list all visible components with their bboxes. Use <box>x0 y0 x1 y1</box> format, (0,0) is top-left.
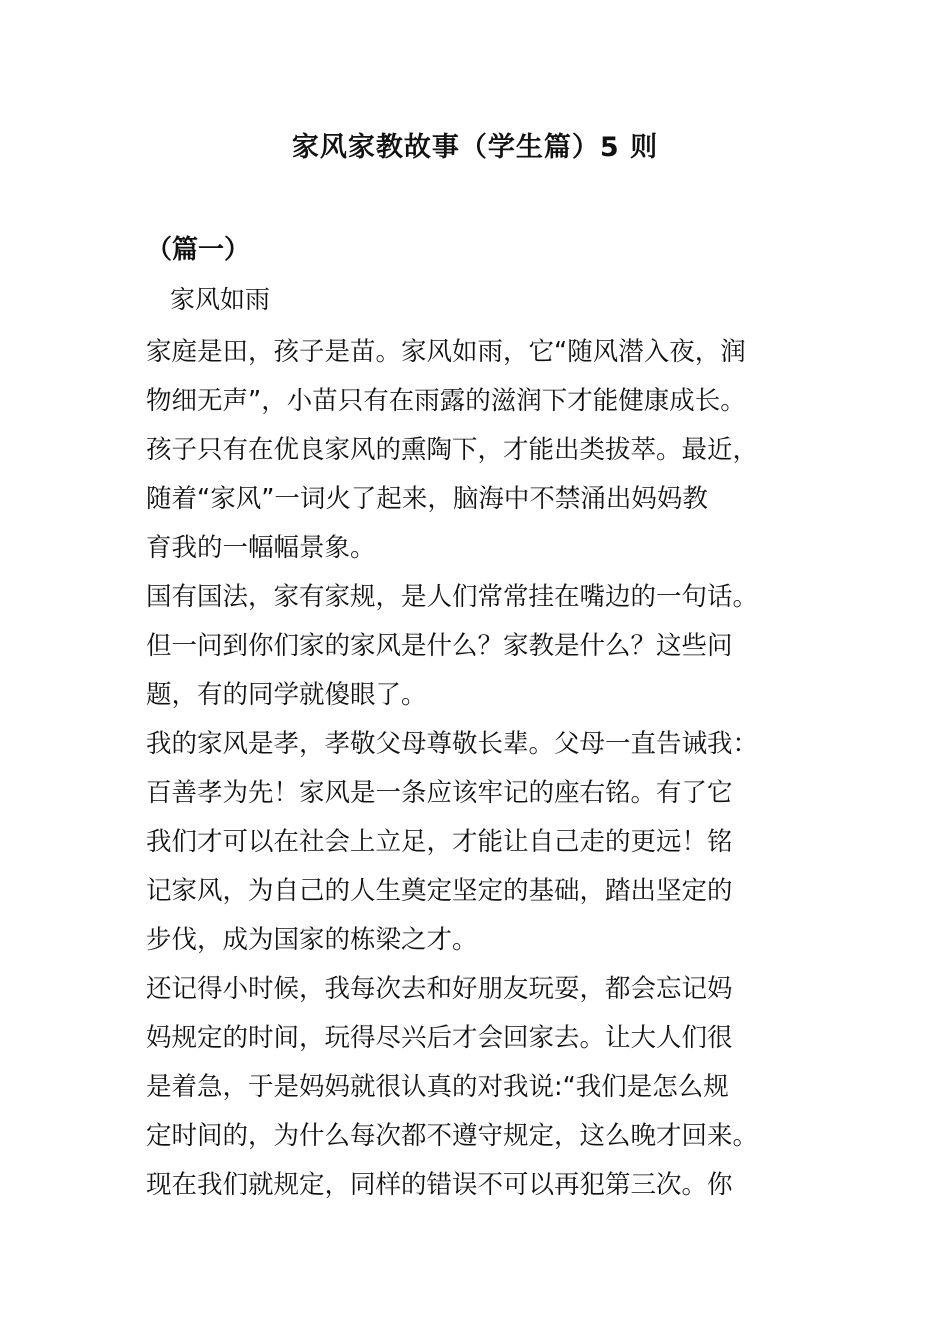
text-line: 定时间的，为什么每次都不遵守规定，这么晚才回来。 <box>146 1121 759 1151</box>
body-text <box>146 328 826 1210</box>
text-line: 我们才可以在社会上立足，才能让自己走的更远！铭 <box>146 827 733 857</box>
text-line: 百善孝为先！家风是一条应该牢记的座右铭。有了它 <box>146 778 733 808</box>
text-line: 步伐，成为国家的栋梁之才。 <box>146 925 478 955</box>
text-line: 国有国法，家有家规，是人们常常挂在嘴边的一句话。 <box>146 582 759 612</box>
text-line: 妈规定的时间，玩得尽兴后才会回家去。让大人们很 <box>146 1023 733 1053</box>
text-line: 题，有的同学就傻眼了。 <box>146 680 427 710</box>
text-line: 但一问到你们家的家风是什么？家教是什么？这些问 <box>146 631 733 661</box>
text-line: 记家风，为自己的人生奠定坚定的基础，踏出坚定的 <box>146 876 733 906</box>
text-line: 是着急，于是妈妈就很认真的对我说:“我们是怎么规 <box>146 1072 729 1102</box>
text-line: 还记得小时候，我每次去和好朋友玩耍，都会忘记妈 <box>146 974 733 1004</box>
text-line: 随着“家风”一词火了起来，脑海中不禁涌出妈妈教 <box>146 484 708 514</box>
text-line: 我的家风是孝，孝敬父母尊敬长辈。父母一直告诫我： <box>146 729 759 759</box>
text-line: 物细无声”，小苗只有在雨露的滋润下才能健康成长。 <box>146 386 746 416</box>
text-line: 育我的一幅幅景象。 <box>146 533 376 563</box>
story-subtitle: 家风如雨 <box>170 285 271 314</box>
text-line: 现在我们就规定，同样的错误不可以再犯第三次。你 <box>146 1170 733 1200</box>
section-heading: （篇一） <box>146 235 251 265</box>
text-line: 孩子只有在优良家风的熏陶下，才能出类拔萃。最近， <box>146 435 759 465</box>
document-title: 家风家教故事（学生篇）5 则 <box>291 132 659 163</box>
text-line: 家庭是田，孩子是苗。家风如雨，它“随风潜入夜，润 <box>146 337 746 367</box>
